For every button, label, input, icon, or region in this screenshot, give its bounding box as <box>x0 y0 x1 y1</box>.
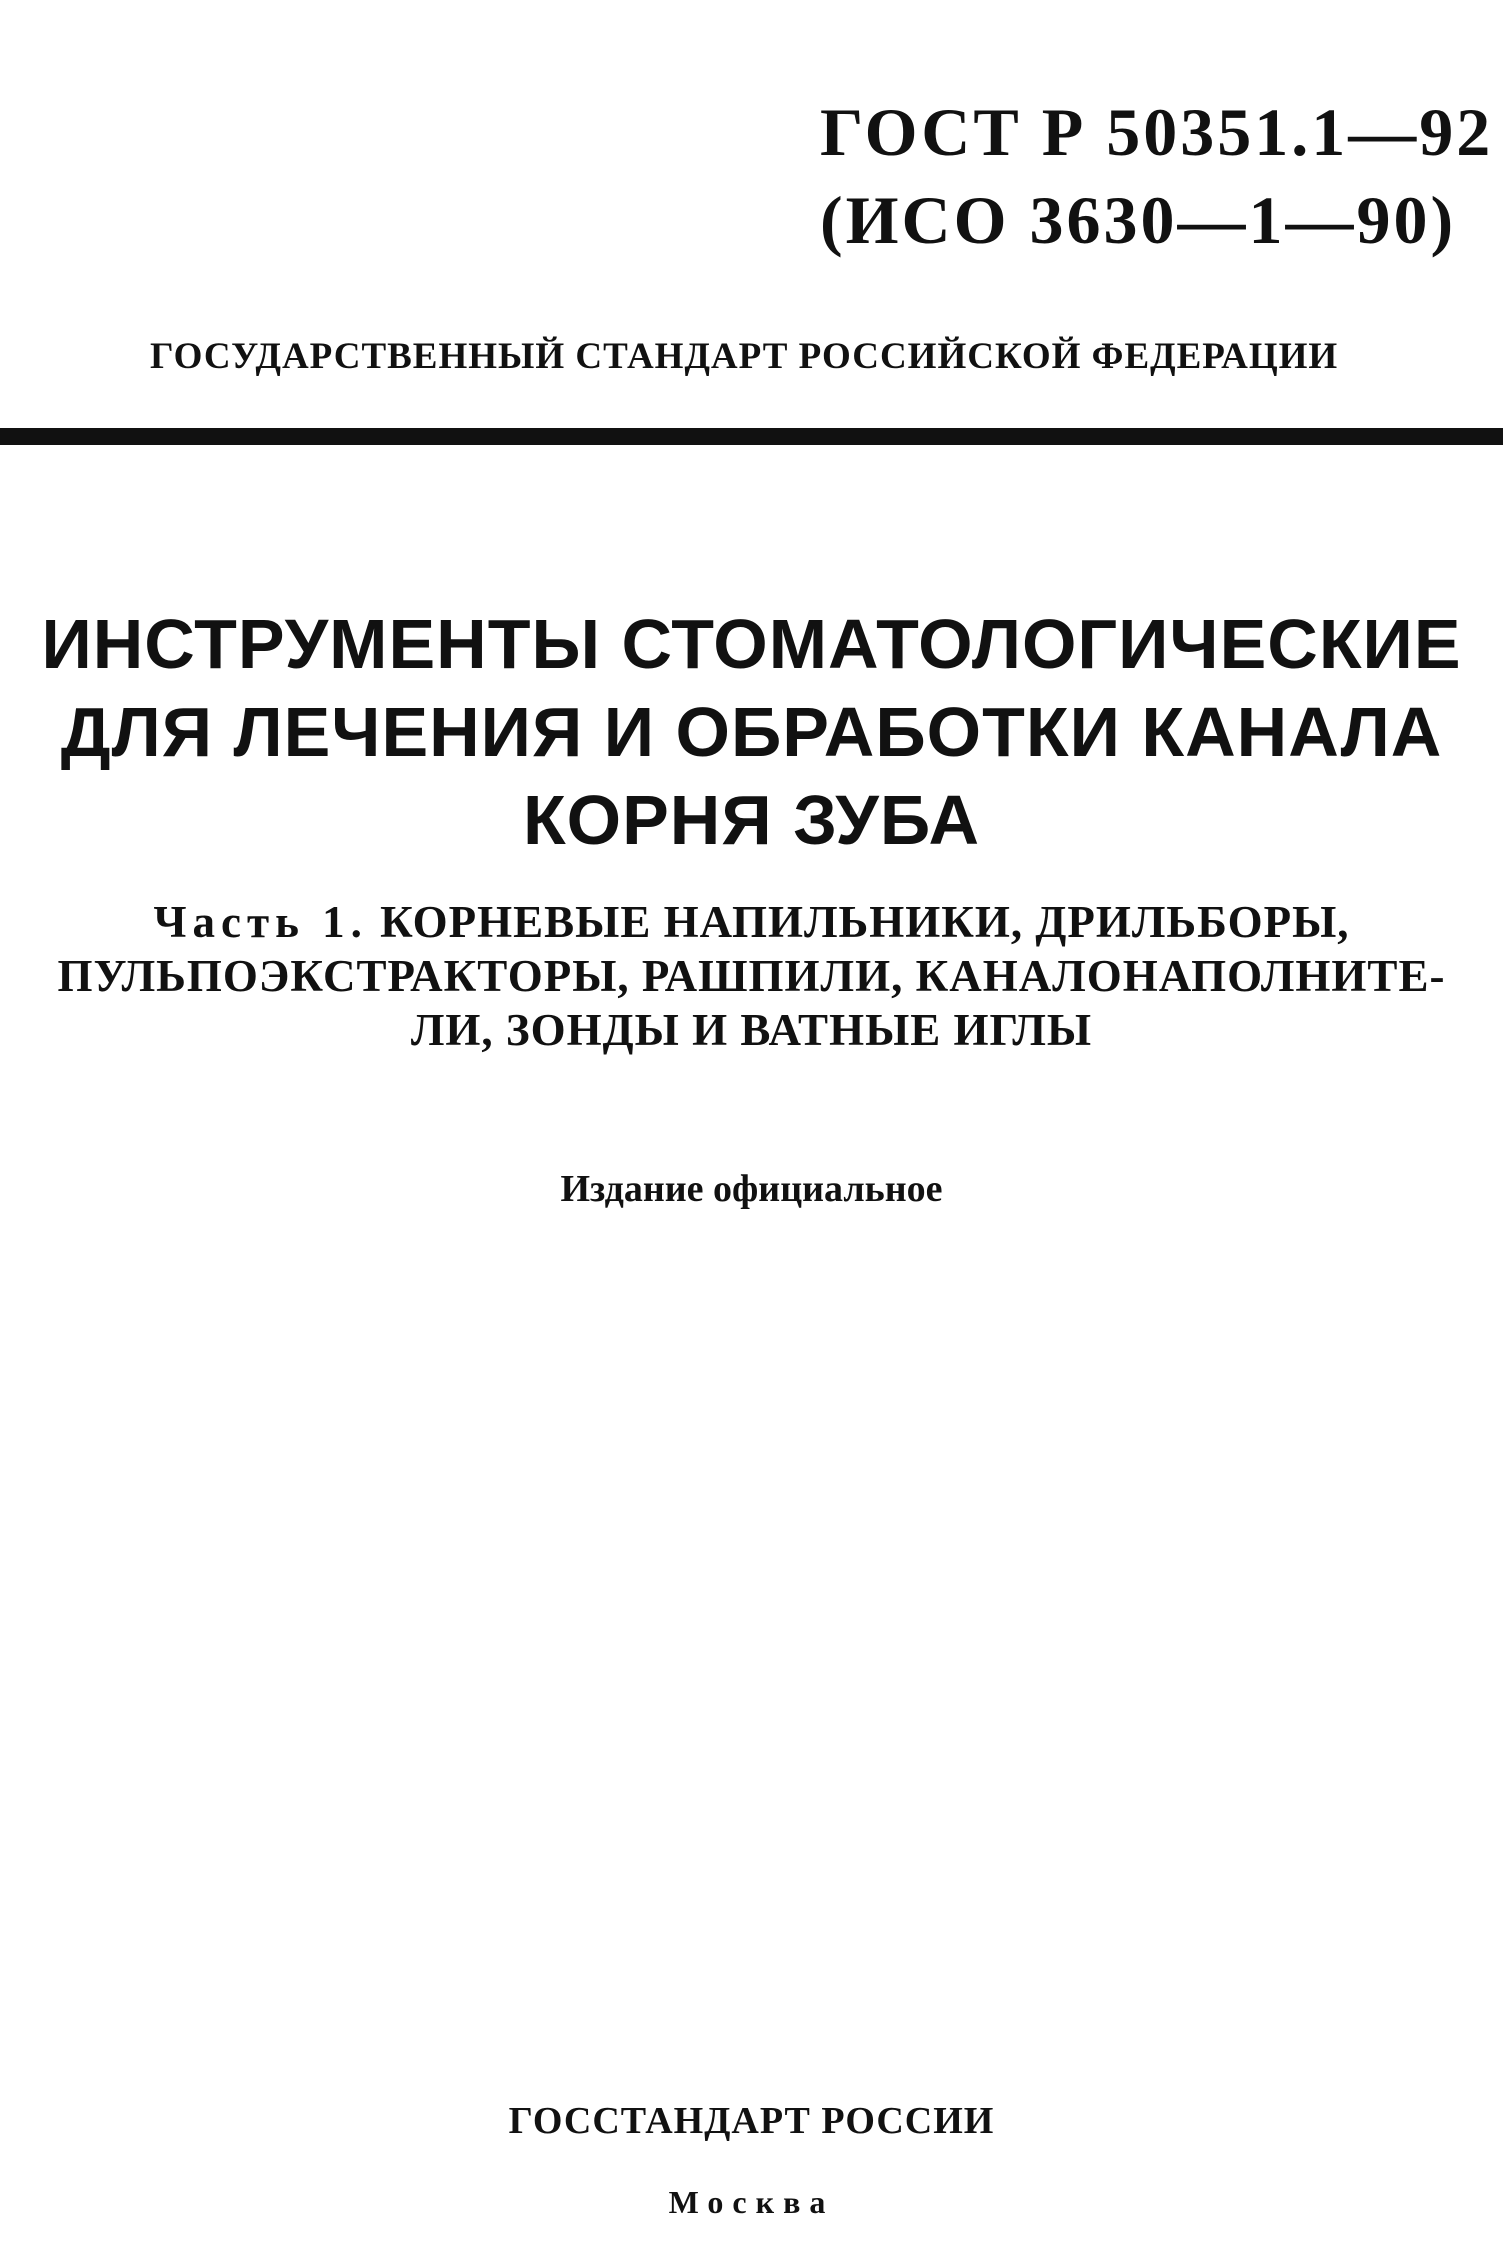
publisher: ГОССТАНДАРТ РОССИИ <box>508 2100 995 2142</box>
title-line-3: КОРНЯ ЗУБА <box>522 781 981 859</box>
edition-note: Издание официальное <box>560 1168 943 1210</box>
part-prefix: Часть 1. <box>153 897 368 947</box>
part-line-2: ПУЛЬПОЭКСТРАКТОРЫ, РАШПИЛИ, КАНАЛОНАПОЛНИТЕ- <box>57 951 1446 1001</box>
part-line-1 <box>0 895 1503 949</box>
document-title <box>0 600 1503 864</box>
title-line-1: ИНСТРУМЕНТЫ СТОМАТОЛОГИЧЕСКИЕ <box>41 605 1462 683</box>
publication-city: Москва <box>668 2184 835 2220</box>
title-line-2: ДЛЯ ЛЕЧЕНИЯ И ОБРАБОТКИ КАНАЛА <box>60 693 1443 771</box>
part-line-1-text: КОРНЕВЫЕ НАПИЛЬНИКИ, ДРИЛЬБОРЫ, <box>380 897 1350 947</box>
part-subtitle <box>0 895 1503 1057</box>
part-line-3: ЛИ, ЗОНДЫ И ВАТНЫЕ ИГЛЫ <box>410 1005 1093 1055</box>
header-divider <box>0 428 1503 445</box>
state-standard-heading: ГОСУДАРСТВЕННЫЙ СТАНДАРТ РОССИЙСКОЙ ФЕДЕРАЦИИ <box>150 336 1339 377</box>
iso-number: (ИСО 3630—1—90) <box>820 182 1457 258</box>
gost-number: ГОСТ Р 50351.1—92 <box>820 94 1494 170</box>
